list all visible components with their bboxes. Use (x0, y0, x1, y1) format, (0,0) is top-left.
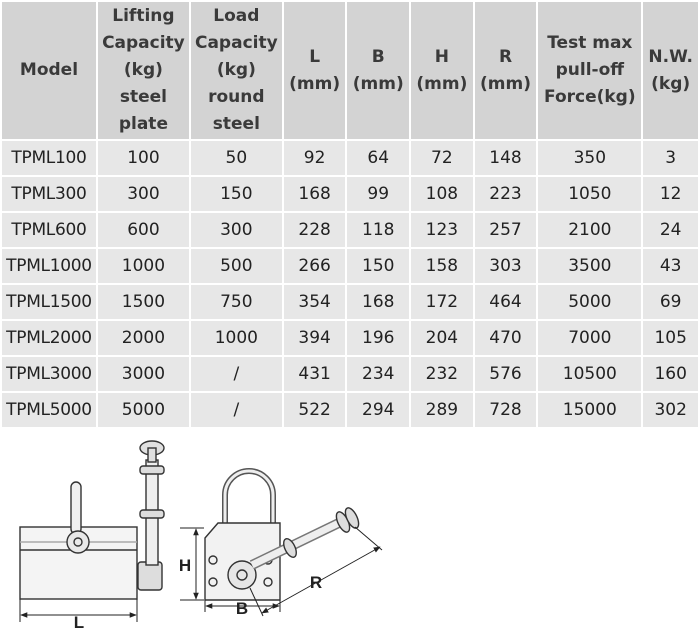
table-cell: 354 (284, 285, 346, 319)
table-cell: 150 (347, 249, 409, 283)
table-cell: 24 (643, 213, 698, 247)
table-cell: 168 (347, 285, 409, 319)
table-cell: 1050 (538, 177, 641, 211)
column-header-line: steel (119, 87, 167, 107)
column-header-line: (mm) (289, 73, 341, 94)
column-header-line: (mm) (416, 73, 468, 94)
table-cell: 5000 (98, 393, 189, 427)
table-cell: 64 (347, 141, 409, 175)
table-cell: 289 (411, 393, 473, 427)
table-cell: 234 (347, 357, 409, 391)
column-header-line: Load (213, 6, 260, 26)
table-cell: 100 (98, 141, 189, 175)
model-cell: TPML1500 (2, 285, 96, 319)
column-header-line: (kg) (651, 73, 691, 94)
table-row (2, 177, 698, 211)
table-cell: 118 (347, 213, 409, 247)
table-cell: 150 (191, 177, 282, 211)
table-cell: 302 (643, 393, 698, 427)
label-B: B (235, 599, 249, 618)
table-cell: 196 (347, 321, 409, 355)
column-header (191, 2, 282, 139)
column-header-line: (kg) (216, 60, 256, 80)
table-cell: 431 (284, 357, 346, 391)
column-header (643, 2, 698, 139)
table-cell: 3 (643, 141, 698, 175)
table-cell: 12 (643, 177, 698, 211)
model-cell: TPML100 (2, 141, 96, 175)
table-cell: 7000 (538, 321, 641, 355)
table-cell: 394 (284, 321, 346, 355)
table-cell: 168 (284, 177, 346, 211)
model-cell: TPML600 (2, 213, 96, 247)
table-cell: 750 (191, 285, 282, 319)
label-H: H (178, 556, 192, 575)
column-header-line: R (498, 46, 513, 67)
table-cell: 99 (347, 177, 409, 211)
table-cell: 50 (191, 141, 282, 175)
table-cell: 470 (475, 321, 537, 355)
model-cell: TPML3000 (2, 357, 96, 391)
table-row (2, 249, 698, 283)
column-header (98, 2, 189, 139)
table-cell: 160 (643, 357, 698, 391)
column-header (475, 2, 537, 139)
table-cell: 1000 (191, 321, 282, 355)
table-cell: 15000 (538, 393, 641, 427)
table-cell: 10500 (538, 357, 641, 391)
table-row (2, 357, 698, 391)
model-cell: TPML300 (2, 177, 96, 211)
column-header (538, 2, 641, 139)
table-row (2, 393, 698, 427)
table-cell: / (191, 357, 282, 391)
column-header (411, 2, 473, 139)
lifter-dimension-drawing (0, 430, 700, 630)
label-L: L (73, 613, 85, 630)
table-cell: 303 (475, 249, 537, 283)
table-cell: 158 (411, 249, 473, 283)
table-cell: 123 (411, 213, 473, 247)
table-cell: 257 (475, 213, 537, 247)
column-header-line: Capacity (102, 33, 185, 53)
table-cell: 300 (98, 177, 189, 211)
column-header (347, 2, 409, 139)
column-header-line: (mm) (480, 73, 531, 94)
table-cell: 1000 (98, 249, 189, 283)
table-row (2, 321, 698, 355)
table-cell: 172 (411, 285, 473, 319)
table-cell: 500 (191, 249, 282, 283)
table-cell: 600 (98, 213, 189, 247)
column-header-line: B (371, 46, 385, 67)
column-header-line: steel (212, 114, 260, 134)
table-cell: 105 (643, 321, 698, 355)
table-cell: / (191, 393, 282, 427)
column-header-line: H (434, 46, 449, 67)
header-row (2, 2, 698, 139)
table-cell: 3000 (98, 357, 189, 391)
column-header-line: Capacity (194, 33, 278, 53)
table-cell: 728 (475, 393, 537, 427)
column-header-line: L (309, 46, 321, 67)
table-row (2, 141, 698, 175)
side-view-drawing (205, 471, 361, 600)
table-cell: 522 (284, 393, 346, 427)
model-cell: TPML2000 (2, 321, 96, 355)
model-cell: TPML1000 (2, 249, 96, 283)
table-row (2, 285, 698, 319)
table-cell: 108 (411, 177, 473, 211)
front-view-drawing (20, 441, 164, 599)
table-cell: 5000 (538, 285, 641, 319)
column-header-line: Lifting (112, 6, 175, 26)
table-cell: 2100 (538, 213, 641, 247)
table-cell: 576 (475, 357, 537, 391)
column-header-line: (kg) (123, 60, 163, 80)
column-header (2, 2, 96, 139)
table-cell: 3500 (538, 249, 641, 283)
table-cell: 223 (475, 177, 537, 211)
table-cell: 350 (538, 141, 641, 175)
column-header-line: Test max (547, 33, 633, 53)
table-row (2, 213, 698, 247)
table-body (2, 141, 698, 427)
table-cell: 43 (643, 249, 698, 283)
column-header-line: Force(kg) (544, 87, 636, 107)
column-header (284, 2, 346, 139)
table-cell: 2000 (98, 321, 189, 355)
table-cell: 228 (284, 213, 346, 247)
column-header-line: N.W. (648, 46, 693, 67)
column-header-line: pull-off (555, 60, 625, 80)
table-cell: 92 (284, 141, 346, 175)
table-cell: 464 (475, 285, 537, 319)
table-cell: 300 (191, 213, 282, 247)
table-cell: 232 (411, 357, 473, 391)
table-cell: 72 (411, 141, 473, 175)
column-header-line: (mm) (352, 73, 404, 94)
table-cell: 204 (411, 321, 473, 355)
table-header (2, 2, 698, 139)
column-header-line: Model (19, 60, 79, 80)
column-header-line: round (208, 87, 265, 107)
table-cell: 69 (643, 285, 698, 319)
table-cell: 294 (347, 393, 409, 427)
model-cell: TPML5000 (2, 393, 96, 427)
column-header-line: plate (118, 114, 168, 134)
table-cell: 1500 (98, 285, 189, 319)
table-cell: 148 (475, 141, 537, 175)
label-R: R (309, 573, 323, 592)
table-cell: 266 (284, 249, 346, 283)
